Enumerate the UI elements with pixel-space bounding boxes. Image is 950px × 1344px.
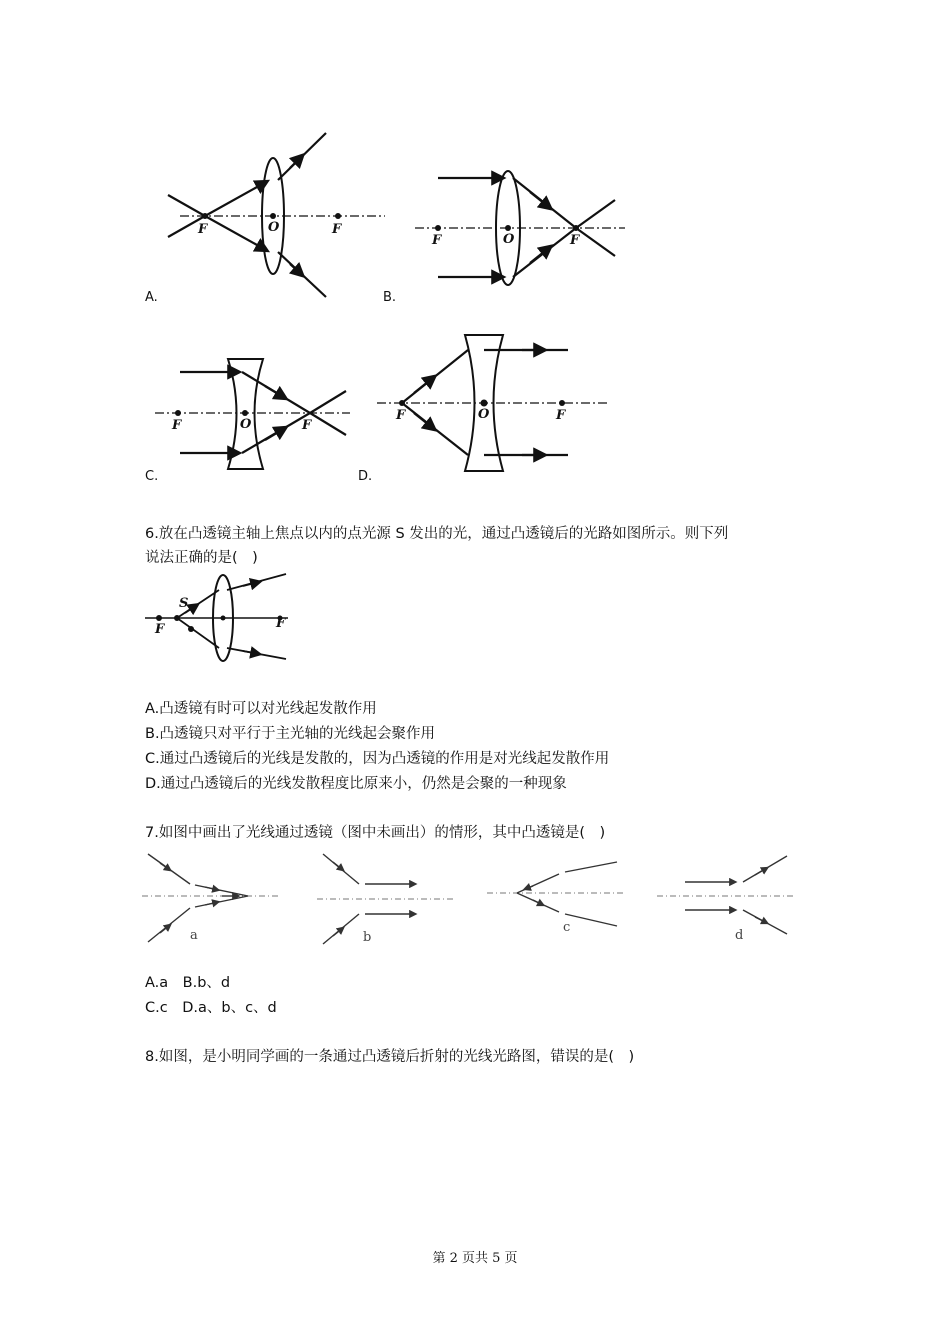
optical-center-label: O [503,232,515,247]
q6-option-b: B.凸透镜只对平行于主光轴的光线起会聚作用 [145,726,436,742]
option-b-label: B. [383,290,397,305]
q7-figure-b [315,850,460,950]
focus-label: F [332,222,342,237]
q7-figure-d [655,850,800,950]
focus-label: F [432,233,442,248]
figure-d [372,330,612,478]
option-d-label: D. [358,469,373,484]
focus-label: F [276,616,286,631]
q7-figure-c [485,850,630,950]
optical-center-label: O [478,407,490,422]
q6-stem-line2: 说法正确的是( ) [145,550,258,566]
figure-a [160,125,390,305]
figure-c-caption: c [563,920,571,935]
q7-options-line1: A.a B.b、d [145,975,231,991]
option-c-label: C. [145,469,159,484]
focus-label: F [198,222,208,237]
source-s-label: S [179,596,189,611]
figure-b [410,165,630,295]
q6-option-d: D.通过凸透镜后的光线发散程度比原来小，仍然是会聚的一种现象 [145,776,567,792]
focus-label: F [556,408,566,423]
figure-d-caption: d [735,928,744,943]
figure-c [150,355,355,475]
focus-label: F [172,418,182,433]
q7-figure-a [140,850,285,950]
figure-b-caption: b [363,930,372,945]
optical-center-label: O [268,220,280,235]
q6-stem-line1: 6.放在凸透镜主轴上焦点以内的点光源 S 发出的光，通过凸透镜后的光路如图所示。则下列 [145,526,729,542]
q6-figure [143,570,293,665]
page-footer: 第 2 页共 5 页 [432,1251,518,1266]
optical-center-label: O [240,417,252,432]
q6-option-a: A.凸透镜有时可以对光线起发散作用 [145,701,377,717]
focus-label: F [396,408,406,423]
focus-label: F [155,622,165,637]
q7-options-line2: C.c D.a、b、c、d [145,1000,277,1016]
focus-label: F [570,233,580,248]
figure-a-caption: a [190,928,198,943]
q6-option-c: C.通过凸透镜后的光线是发散的，因为凸透镜的作用是对光线起发散作用 [145,751,610,767]
q7-stem: 7.如图中画出了光线通过透镜（图中未画出）的情形，其中凸透镜是( ) [145,825,606,841]
focus-label: F [302,418,312,433]
option-a-label: A. [145,290,158,305]
q8-stem: 8.如图，是小明同学画的一条通过凸透镜后折射的光线光路图，错误的是( ) [145,1049,635,1065]
